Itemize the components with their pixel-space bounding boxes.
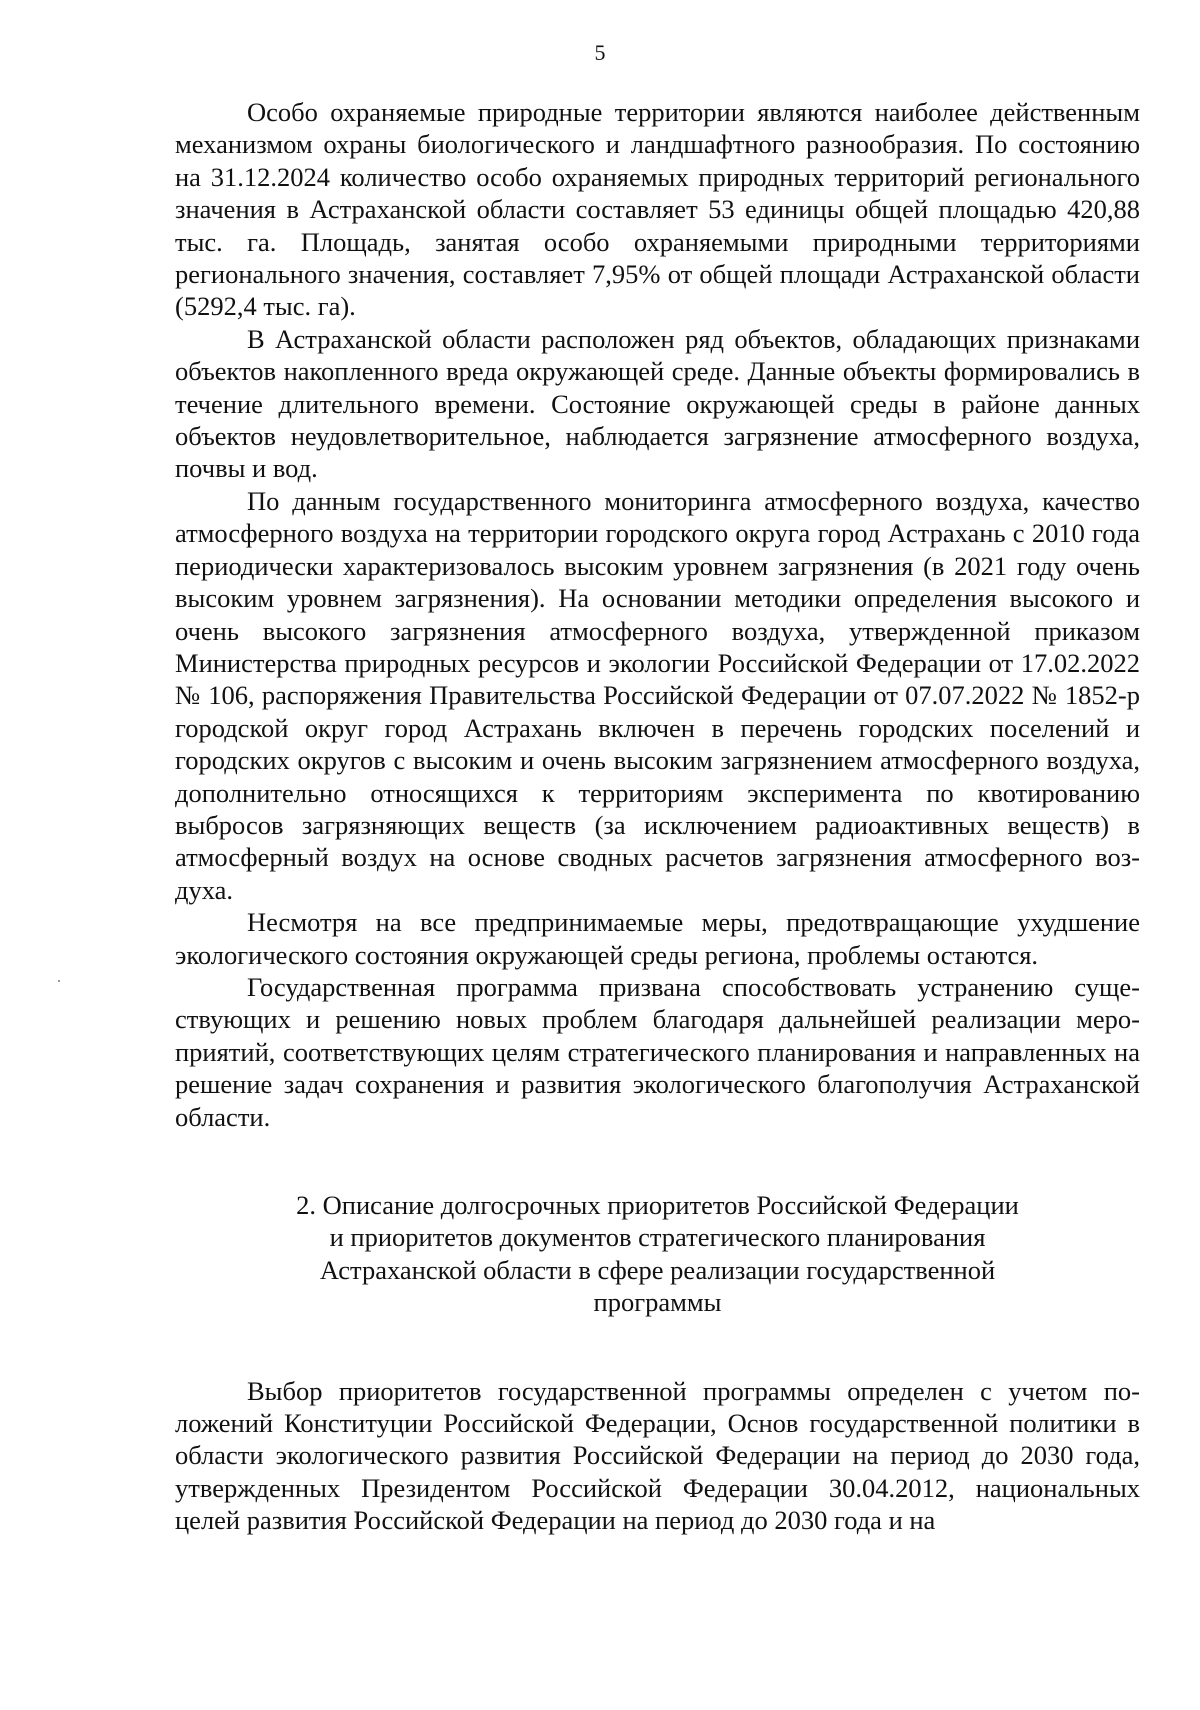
paragraph-priorities-selection: Выбор приоритетов государственной программы определен с учетом положений Конституции Российской Федерации, Основ государственной политики в области экологического развития Российской Федерации на период до 2030 года, утвержденных Президентом Российской Федерации 30.04.2012, национальных целей развития Российской Федерации на период до 2030 года и на	[175, 1375, 1140, 1536]
document-body	[175, 96, 1140, 1537]
section-heading	[175, 1189, 1140, 1319]
paragraph-air-monitoring: По данным государственного мониторинга атмосферного воздуха, качество атмосферного воздуха на территории городского округа город Астрахань с 2010 года периодически характеризовалось высоким уровнем загрязнения (в 2021 году очень высоким уровнем загрязнения). На основании методики определения высокого и очень высокого загрязнения атмосферного воздуха, утвержденной приказом Министерства природных ресурсов и экологии Российской Федерации от 17.02.2022 № 106, распоряжения Правительства Российской Федерации от 07.07.2022 № 1852-р городской округ город Астрахань включен в перечень городских поселений и городских округов с высоким и очень высоким загрязнением атмосферного воздуха, дополнительно относящихся к территориям эксперимента по квотированию выбросов загрязняющих веществ (за исключением радиоактивных веществ) в атмосферный воздух на основе сводных расчетов загрязнения атмосферного воздуха.	[175, 485, 1140, 905]
page-number: 5	[594, 40, 606, 65]
paragraph-program-purpose: Государственная программа призвана способствовать устранению существующих и решению новых проблем благодаря дальнейшей реализации мероприятий, соответствующих целям стратегического планирования и направленных на решение задач сохранения и развития экологического благополучия Астраханской области.	[175, 971, 1140, 1132]
section-heading-line: Астраханской области в сфере реализации государственной	[319, 1254, 996, 1285]
paragraph-problems-remain: Несмотря на все предпринимаемые меры, предотвращающие ухудшение экологического состояния окружающей среды региона, проблемы остаются.	[175, 907, 1140, 970]
paragraph-protected-areas: Особо охраняемые природные территории являются наиболее действенным механизмом охраны биологического и ландшафтного разнообразия. По состоянию на 31.12.2024 количество особо охраняемых природных территорий регионального значения в Астраханской области составляет 53 единицы общей площадью 420,88 тыс. га. Площадь, занятая особо охраняемыми природными территориями регионального значения, составляет 7,95% от общей площади Астраханской области (5292,4 тыс. га).	[175, 97, 1140, 322]
section-heading-line: и приоритетов документов стратегического планирования	[329, 1222, 986, 1253]
scan-artifact-dot	[58, 980, 60, 982]
paragraph-accumulated-harm: В Астраханской области расположен ряд объектов, обладающих признаками объектов накопленного вреда окружающей среде. Данные объекты формировались в течение длительного времени. Состояние окружающей среды в районе данных объектов неудовлетворительное, наблюдается загрязнение атмосферного воздуха, почвы и вод.	[175, 323, 1140, 484]
section-heading-line: программы	[593, 1287, 722, 1318]
section-heading-line: 2. Описание долгосрочных приоритетов Российской Федерации	[296, 1190, 1019, 1220]
